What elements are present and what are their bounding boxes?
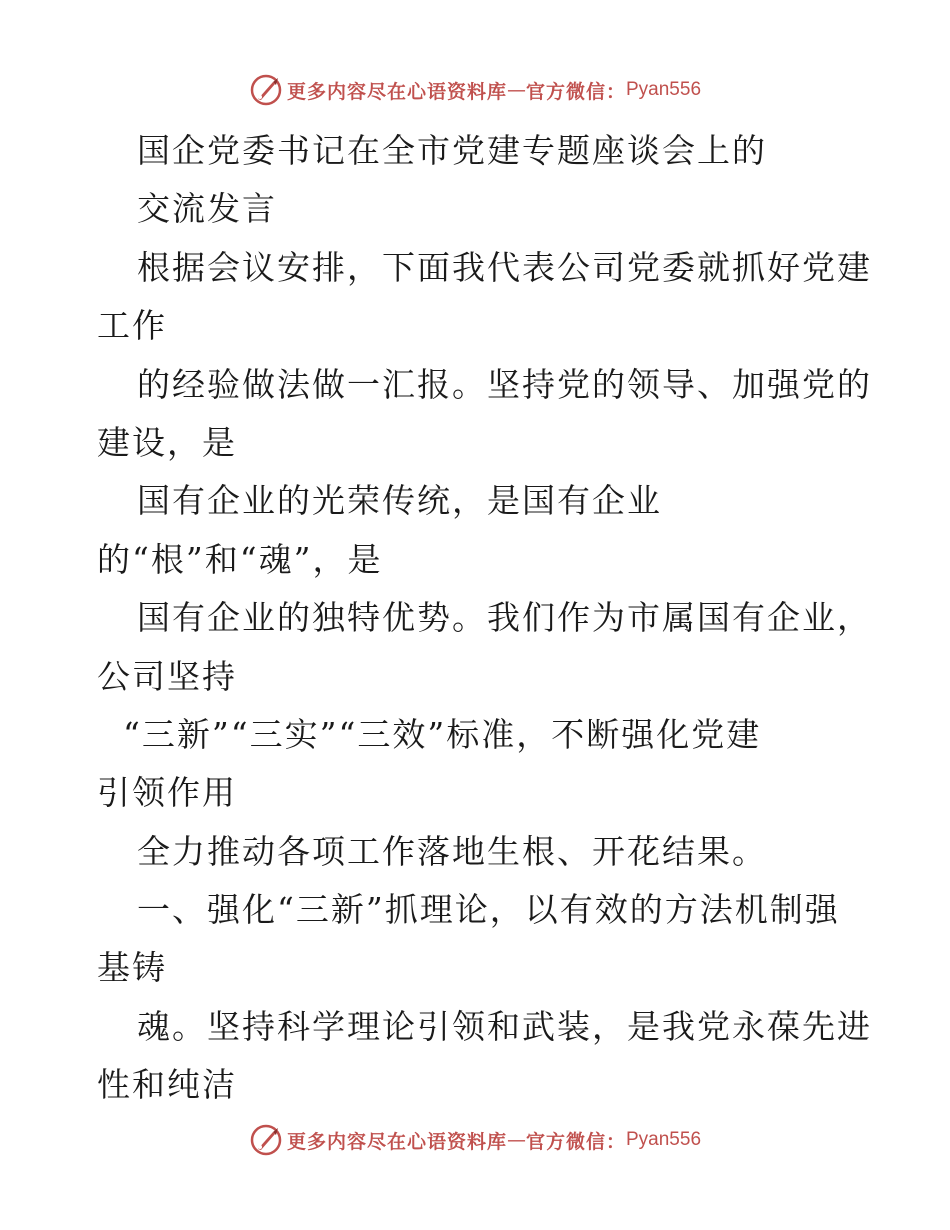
doc-line: 的“根”和“魂”，是 xyxy=(97,539,383,579)
doc-line: 建设，是 xyxy=(97,422,237,462)
doc-line: 国企党委书记在全市党建专题座谈会上的 xyxy=(137,131,767,170)
banner-text: 更多内容尽在心语资料库 xyxy=(286,1130,507,1153)
document-body xyxy=(97,122,872,1115)
header-watermark-banner xyxy=(0,70,950,110)
banner-text: 更多内容尽在心语资料库 xyxy=(286,80,507,103)
doc-line: 根据会议安排，下面我代表公司党委就抓好党建 xyxy=(137,247,872,287)
banner-wechat-label: 官方微信： xyxy=(525,1130,626,1153)
doc-line: 引领作用 xyxy=(97,773,237,813)
doc-line: 魂。坚持科学理论引领和武装，是我党永葆先进 xyxy=(137,1006,872,1046)
banner-wechat-id: Pyan556 xyxy=(626,1129,702,1150)
doc-line: 国有企业的光荣传统，是国有企业 xyxy=(137,481,662,521)
quill-logo-icon xyxy=(249,1123,283,1157)
doc-line: 交流发言 xyxy=(137,189,277,229)
doc-line: 一、强化“三新”抓理论，以有效的方法机制强 xyxy=(137,890,840,930)
doc-line: “三新”“三实”“三效”标准，不断强化党建 xyxy=(123,714,762,754)
quill-logo-icon xyxy=(249,73,283,107)
footer-watermark-banner xyxy=(0,1120,950,1160)
doc-line: 性和纯洁 xyxy=(97,1065,237,1105)
doc-line: 基铸 xyxy=(97,948,167,988)
doc-line: 的经验做法做一汇报。坚持党的领导、加强党的 xyxy=(137,364,872,404)
banner-separator: — xyxy=(506,1129,526,1151)
doc-line: 公司坚持 xyxy=(97,656,237,696)
doc-line: 国有企业的独特优势。我们作为市属国有企业， xyxy=(137,598,872,638)
banner-wechat-label: 官方微信： xyxy=(525,80,626,103)
banner-wechat-id: Pyan556 xyxy=(626,79,702,100)
banner-separator: — xyxy=(506,79,526,101)
doc-line: 工作 xyxy=(97,306,167,346)
doc-line: 全力推动各项工作落地生根、开花结果。 xyxy=(137,831,767,871)
